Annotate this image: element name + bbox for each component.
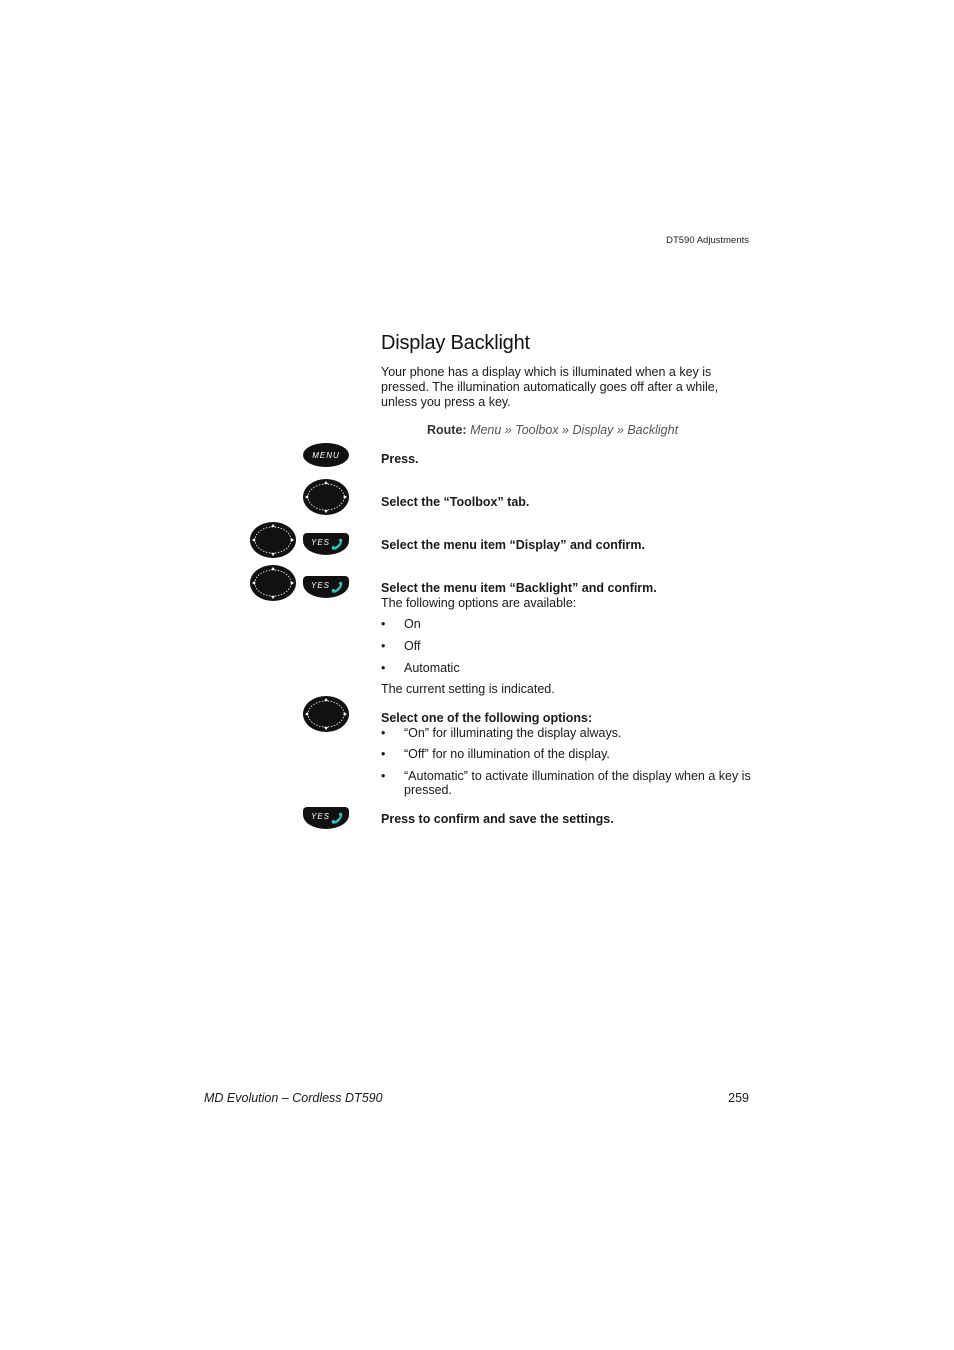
list-item: • “On” for illuminating the display always. <box>381 726 622 740</box>
route-label: Route: <box>427 423 467 437</box>
step-select-backlight: Select the menu item “Backlight” and confirm. <box>381 581 657 595</box>
yes-key-icon <box>303 576 349 598</box>
navigation-key-icon <box>303 479 349 515</box>
page-number: 259 <box>728 1091 749 1105</box>
step-select-toolbox: Select the “Toolbox” tab. <box>381 495 530 509</box>
phone-handset-icon <box>330 811 344 825</box>
navigation-key-icon <box>250 522 296 558</box>
footer-title: MD Evolution – Cordless DT590 <box>204 1091 383 1105</box>
yes-key-icon <box>303 807 349 829</box>
running-header: DT590 Adjustments <box>666 235 749 246</box>
yes-key-label: YES <box>311 581 331 590</box>
options-intro: The following options are available: <box>381 596 577 610</box>
step-press: Press. <box>381 452 419 466</box>
phone-handset-icon <box>330 537 344 551</box>
page-title: Display Backlight <box>381 332 530 354</box>
yes-key-label: YES <box>311 538 331 547</box>
list-item: • “Off” for no illumination of the display. <box>381 747 610 761</box>
menu-key-icon <box>303 443 349 467</box>
list-item: • “Automatic” to activate illumination of the display when a key is pressed. <box>381 769 751 797</box>
step-confirm: Press to confirm and save the settings. <box>381 812 614 826</box>
list-item: • Off <box>381 639 421 653</box>
step-select-display: Select the menu item “Display” and confirm. <box>381 538 645 552</box>
phone-handset-icon <box>330 580 344 594</box>
yes-key-label: YES <box>311 812 331 821</box>
step-select-option: Select one of the following options: <box>381 711 593 725</box>
intro-paragraph: Your phone has a display which is illuminated when a key is pressed. The illumination automatically goes off after a while, unless you press a key. <box>381 365 719 409</box>
route-line <box>427 423 678 437</box>
navigation-key-icon <box>250 565 296 601</box>
list-item: • Automatic <box>381 661 460 675</box>
yes-key-icon <box>303 533 349 555</box>
route-path: Menu » Toolbox » Display » Backlight <box>470 423 679 437</box>
list-item: • On <box>381 617 421 631</box>
current-setting-note: The current setting is indicated. <box>381 682 555 696</box>
menu-key-label: MENU <box>312 450 340 460</box>
navigation-key-icon <box>303 696 349 732</box>
